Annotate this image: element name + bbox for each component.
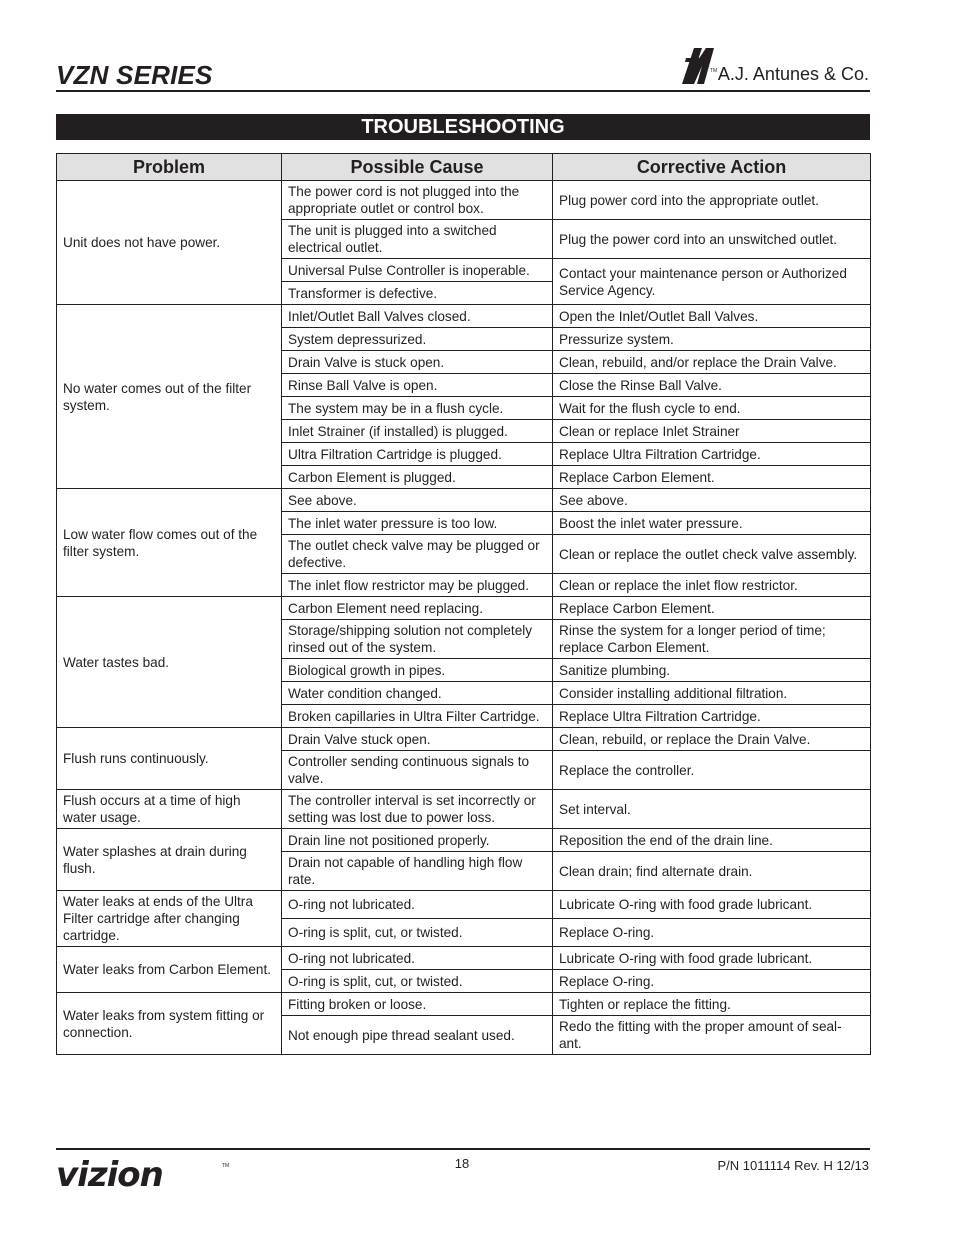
action-cell: Close the Rinse Ball Valve.: [553, 374, 871, 397]
table-row: [57, 728, 871, 751]
cause-cell: The unit is plugged into a switched electrical outlet.: [282, 220, 553, 259]
cause-cell: Drain Valve is stuck open.: [282, 351, 553, 374]
action-cell: Replace Carbon Element.: [553, 466, 871, 489]
action-cell: Set interval.: [553, 790, 871, 829]
problem-cell: Unit does not have power.: [57, 181, 282, 305]
series-title: VZN SERIES: [56, 60, 213, 90]
action-cell: Replace O-ring.: [553, 970, 871, 993]
table-row: [57, 489, 871, 512]
action-cell: Clean or replace the inlet flow restrictor.: [553, 574, 871, 597]
footer-divider: [56, 1148, 870, 1150]
cause-cell: Inlet Strainer (if installed) is plugged.: [282, 420, 553, 443]
action-cell: Wait for the flush cycle to end.: [553, 397, 871, 420]
action-cell: Rinse the system for a longer period of time; replace Carbon Element.: [553, 620, 871, 659]
problem-cell: Flush occurs at a time of high water usage.: [57, 790, 282, 829]
action-cell: Open the Inlet/Outlet Ball Valves.: [553, 305, 871, 328]
cause-cell: The outlet check valve may be plugged or defective.: [282, 535, 553, 574]
table-row: [57, 181, 871, 220]
problem-cell: No water comes out of the filter system.: [57, 305, 282, 489]
cause-cell: Universal Pulse Controller is inoperable.: [282, 259, 553, 282]
table-body: [57, 181, 871, 1055]
action-cell: Consider installing additional filtration.: [553, 682, 871, 705]
cause-cell: Water condition changed.: [282, 682, 553, 705]
cause-cell: Not enough pipe thread sealant used.: [282, 1016, 553, 1055]
cause-cell: Storage/shipping solution not completely rinsed out of the system.: [282, 620, 553, 659]
action-cell: Lubricate O-ring with food grade lubricant.: [553, 947, 871, 970]
problem-cell: Water splashes at drain during flush.: [57, 829, 282, 891]
vizion-logo-icon: [56, 1155, 236, 1195]
action-cell: Reposition the end of the drain line.: [553, 829, 871, 852]
table-row: [57, 829, 871, 852]
cause-cell: Broken capillaries in Ultra Filter Cartridge.: [282, 705, 553, 728]
action-cell: Replace O-ring.: [553, 919, 871, 947]
part-number: P/N 1011114 Rev. H 12/13: [717, 1158, 869, 1173]
action-cell: Clean or replace Inlet Strainer: [553, 420, 871, 443]
action-cell: Sanitize plumbing.: [553, 659, 871, 682]
action-cell: Clean drain; find alternate drain.: [553, 852, 871, 891]
problem-cell: Water tastes bad.: [57, 597, 282, 728]
aj-antunes-logo-icon: [680, 44, 716, 86]
cause-cell: Transformer is defective.: [282, 282, 553, 305]
action-cell: Plug the power cord into an unswitched outlet.: [553, 220, 871, 259]
table-row: [57, 790, 871, 829]
cause-cell: Drain line not positioned properly.: [282, 829, 553, 852]
table-row: [57, 993, 871, 1016]
table-row: [57, 305, 871, 328]
troubleshooting-table: [56, 153, 871, 1055]
action-cell: See above.: [553, 489, 871, 512]
cause-cell: O-ring is split, cut, or twisted.: [282, 970, 553, 993]
action-cell: Plug power cord into the appropriate outlet.: [553, 181, 871, 220]
page-number: 18: [454, 1156, 470, 1171]
table-row: [57, 891, 871, 919]
table-row: [57, 947, 871, 970]
svg-text:TM: TM: [222, 1163, 230, 1169]
problem-cell: Low water flow comes out of the filter system.: [57, 489, 282, 597]
cause-cell: Carbon Element is plugged.: [282, 466, 553, 489]
cause-cell: The inlet water pressure is too low.: [282, 512, 553, 535]
company-brand: [680, 44, 869, 86]
cause-cell: The power cord is not plugged into the appropriate outlet or control box.: [282, 181, 553, 220]
action-cell: Pressurize system.: [553, 328, 871, 351]
table-row: [57, 597, 871, 620]
action-cell: Replace Ultra Filtration Cartridge.: [553, 443, 871, 466]
cause-cell: Rinse Ball Valve is open.: [282, 374, 553, 397]
cause-cell: Drain not capable of handling high flow rate.: [282, 852, 553, 891]
action-cell: Tighten or replace the fitting.: [553, 993, 871, 1016]
header-divider: [56, 90, 870, 92]
action-cell: Clean, rebuild, or replace the Drain Valve.: [553, 728, 871, 751]
company-name: A.J. Antunes & Co.: [717, 64, 869, 84]
cause-cell: O-ring not lubricated.: [282, 891, 553, 919]
svg-text:TM: TM: [709, 68, 718, 74]
cause-cell: Fitting broken or loose.: [282, 993, 553, 1016]
cause-cell: Ultra Filtration Cartridge is plugged.: [282, 443, 553, 466]
cause-cell: The controller interval is set incorrectly or setting was lost due to power loss.: [282, 790, 553, 829]
column-header-problem: Problem: [57, 154, 282, 181]
column-header-action: Corrective Action: [553, 154, 871, 181]
cause-cell: Inlet/Outlet Ball Valves closed.: [282, 305, 553, 328]
action-cell: Replace Carbon Element.: [553, 597, 871, 620]
action-cell: Lubricate O-ring with food grade lubricant.: [553, 891, 871, 919]
table-header-row: [57, 154, 871, 181]
action-cell: Redo the fitting with the proper amount of seal-ant.: [553, 1016, 871, 1055]
problem-cell: Water leaks from system fitting or connection.: [57, 993, 282, 1055]
action-cell: Replace Ultra Filtration Cartridge.: [553, 705, 871, 728]
cause-cell: The system may be in a flush cycle.: [282, 397, 553, 420]
action-cell: Boost the inlet water pressure.: [553, 512, 871, 535]
cause-cell: The inlet flow restrictor may be plugged.: [282, 574, 553, 597]
cause-cell: Carbon Element need replacing.: [282, 597, 553, 620]
cause-cell: O-ring not lubricated.: [282, 947, 553, 970]
cause-cell: System depressurized.: [282, 328, 553, 351]
problem-cell: Flush runs continuously.: [57, 728, 282, 790]
problem-cell: Water leaks at ends of the Ultra Filter cartridge after changing cartridge.: [57, 891, 282, 947]
cause-cell: O-ring is split, cut, or twisted.: [282, 919, 553, 947]
cause-cell: Controller sending continuous signals to valve.: [282, 751, 553, 790]
vizion-logo-text: vizion: [56, 1155, 163, 1195]
action-cell: Clean, rebuild, and/or replace the Drain Valve.: [553, 351, 871, 374]
cause-cell: Biological growth in pipes.: [282, 659, 553, 682]
cause-cell: Drain Valve stuck open.: [282, 728, 553, 751]
action-cell: Clean or replace the outlet check valve assembly.: [553, 535, 871, 574]
section-title: TROUBLESHOOTING: [56, 114, 870, 140]
action-cell: Replace the controller.: [553, 751, 871, 790]
column-header-cause: Possible Cause: [282, 154, 553, 181]
action-cell: Contact your maintenance person or Authorized Service Agency.: [553, 259, 871, 305]
cause-cell: See above.: [282, 489, 553, 512]
problem-cell: Water leaks from Carbon Element.: [57, 947, 282, 993]
